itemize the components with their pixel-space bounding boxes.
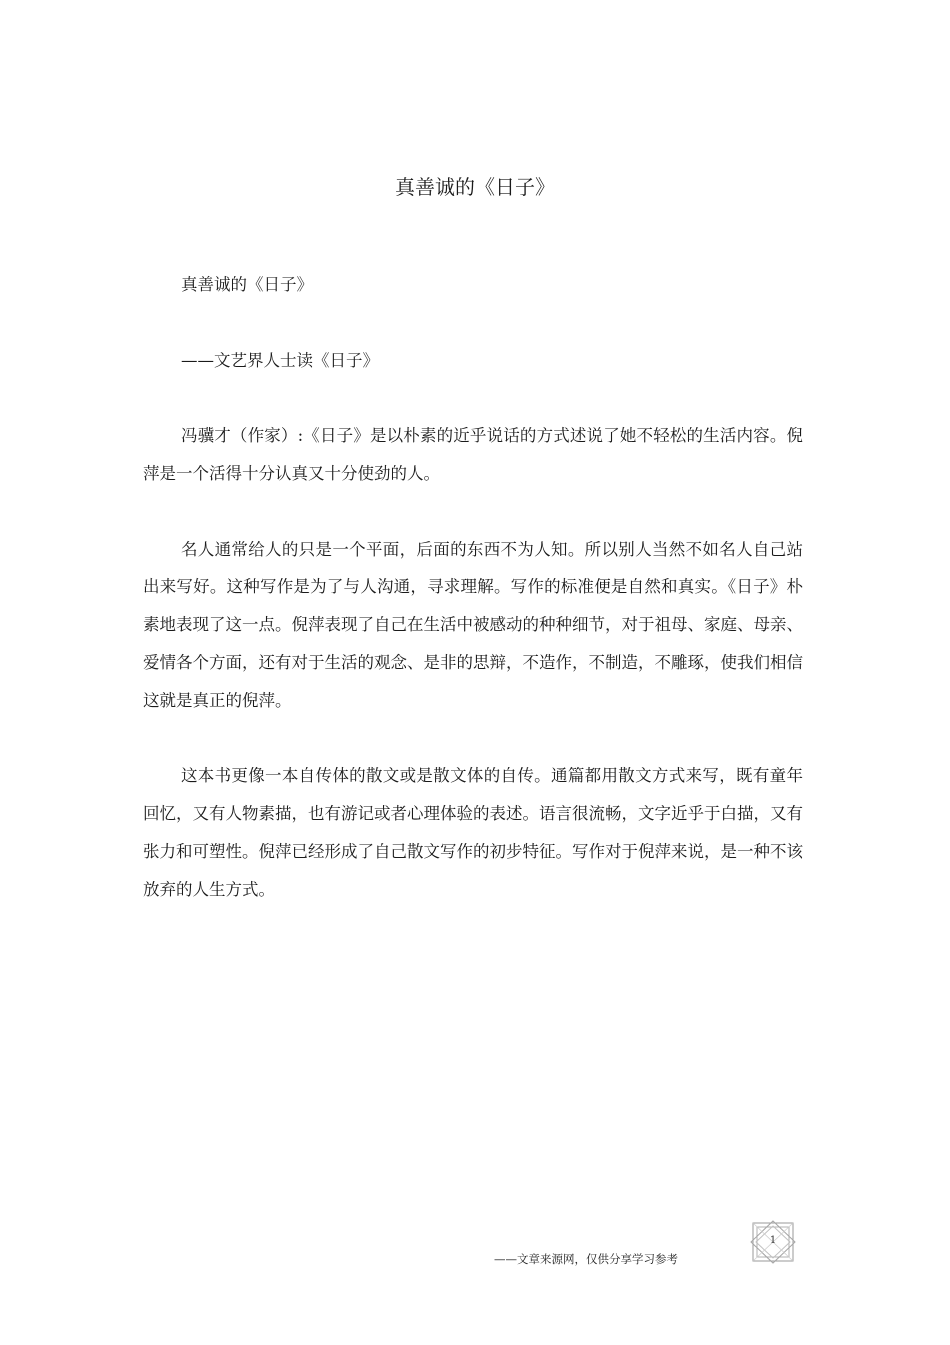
paragraph-book-style: 这本书更像一本自传体的散文或是散文体的自传。通篇都用散文方式来写，既有童年回忆，又有人物素描，也有游记或者心理体验的表述。语言很流畅，文字近乎于白描，又有张力和可塑性。倪萍已经形成了自己散文写作的初步特征。写作对于倪萍来说，是一种不该放弃的人生方式。 xyxy=(143,766,803,899)
document-body xyxy=(143,266,803,946)
document-title: 真善诚的《日子》 xyxy=(395,175,555,199)
paragraph-byline: ——文艺界人士读《日子》 xyxy=(180,350,379,370)
page-number-badge xyxy=(748,1220,798,1264)
paragraph-celebrity-writing: 名人通常给人的只是一个平面，后面的东西不为人知。所以别人当然不如名人自己站出来写好。这种写作是为了与人沟通，寻求理解。写作的标准便是自然和真实。《日子》朴素地表现了这一点。倪萍表现了自己在生活中被感动的种种细节，对于祖母、家庭、母亲、爱情各个方面，还有对于生活的观念、是非的思辩，不造作，不制造，不雕琢，使我们相信这就是真正的倪萍。 xyxy=(143,539,803,710)
paragraph-subtitle: 真善诚的《日子》 xyxy=(180,275,313,294)
paragraph-feng-jicai: 冯骥才（作家）:《日子》是以朴素的近乎说话的方式述说了她不轻松的生活内容。倪萍是一个活得十分认真又十分使劲的人。 xyxy=(143,426,803,483)
page-number: 1 xyxy=(769,1235,777,1246)
footer-source-note: ——文章来源网，仅供分享学习参考 xyxy=(494,1252,678,1266)
